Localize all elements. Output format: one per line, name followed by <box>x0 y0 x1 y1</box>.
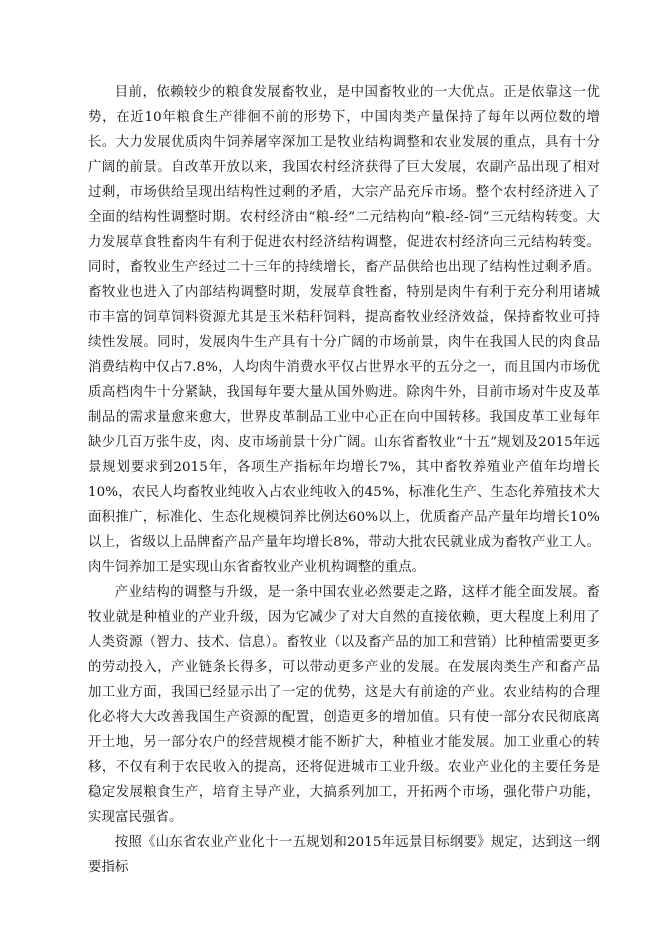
paragraph-2: 产业结构的调整与升级，是一条中国农业必然要走之路，这样才能全面发展。畜牧业就是种植业的产业升级，因为它减少了对大自然的直接依赖，更大程度上利用了人类资源（智力、技术、信息）。畜牧业（以及畜产品的加工和营销）比种植需要更多的劳动投入，产业链条长得多，可以带动更多产业的发展。在发展肉类生产和畜产品加工业方面，我国已经显示出了一定的优势，这是大有前途的产业。农业结构的合理化必将大大改善我国生产资源的配置，创造更多的增加值。只有使一部分农民彻底离开土地，另一部分农户的经营规模才能不断扩大，种植业才能发展。加工业重心的转移，不仅有利于农民收入的提高，还将促进城市工业升级。农业产业化的主要任务是稳定发展粮食生产，培育主导产业，大搞系列加工，开拓两个市场，强化带户功能，实现富民强省。 <box>88 585 600 825</box>
document-page <box>88 80 600 880</box>
paragraph-3: 按照《山东省农业产业化十一五规划和2015年远景目标纲要》规定，达到这一纲要指标 <box>88 835 600 875</box>
paragraph-1: 目前，依赖较少的粮食发展畜牧业，是中国畜牧业的一大优点。正是依靠这一优势，在近10年粮食生产徘徊不前的形势下，中国肉类产量保持了每年以两位数的增长。大力发展优质肉牛饲养屠宰深加工是牧业结构调整和农业发展的重点，具有十分广阔的前景。自改革开放以来，我国农村经济获得了巨大发展，农副产品出现了相对过剩，市场供给呈现出结构性过剩的矛盾，大宗产品充斥市场。整个农村经济进入了全面的结构性调整时期。农村经济由“粮-经”二元结构向“粮-经-饲”三元结构转变。大力发展草食牲畜肉牛有利于促进农村经济结构调整，促进农村经济向三元结构转变。同时，畜牧业生产经过二十三年的持续增长，畜产品供给也出现了结构性过剩矛盾。畜牧业也进入了内部结构调整时期，发展草食牲畜，特别是肉牛有利于充分利用诸城市丰富的饲草饲料资源尤其是玉米秸秆饲料，提高畜牧业经济效益，保持畜牧业可持续性发展。同时，发展肉牛生产具有十分广阔的市场前景，肉牛在我国人民的肉食品消费结构中仅占7.8%，人均肉牛消费水平仅占世界水平的五分之一，而且国内市场优质高档肉牛十分紧缺，我国每年要大量从国外购进。除肉牛外，目前市场对牛皮及革制品的需求量愈来愈大，世界皮革制品工业中心正在向中国转移。我国皮革工业每年缺少几百万张牛皮，肉、皮市场前景十分广阔。山东省畜牧业“十五”规划及2015年远景规划要求到2015年，各项生产指标年均增长7%，其中畜牧养殖业产值年均增长10%，农民人均畜牧业纯收入占农业纯收入的45%，标准化生产、生态化养殖技术大面积推广，标准化、生态化规模饲养比例达60%以上，优质畜产品产量年均增长10%以上，省级以上品牌畜产品产量年均增长8%，带动大批农民就业成为畜牧产业工人。肉牛饲养加工是实现山东省畜牧业产业机构调整的重点。 <box>88 85 600 575</box>
